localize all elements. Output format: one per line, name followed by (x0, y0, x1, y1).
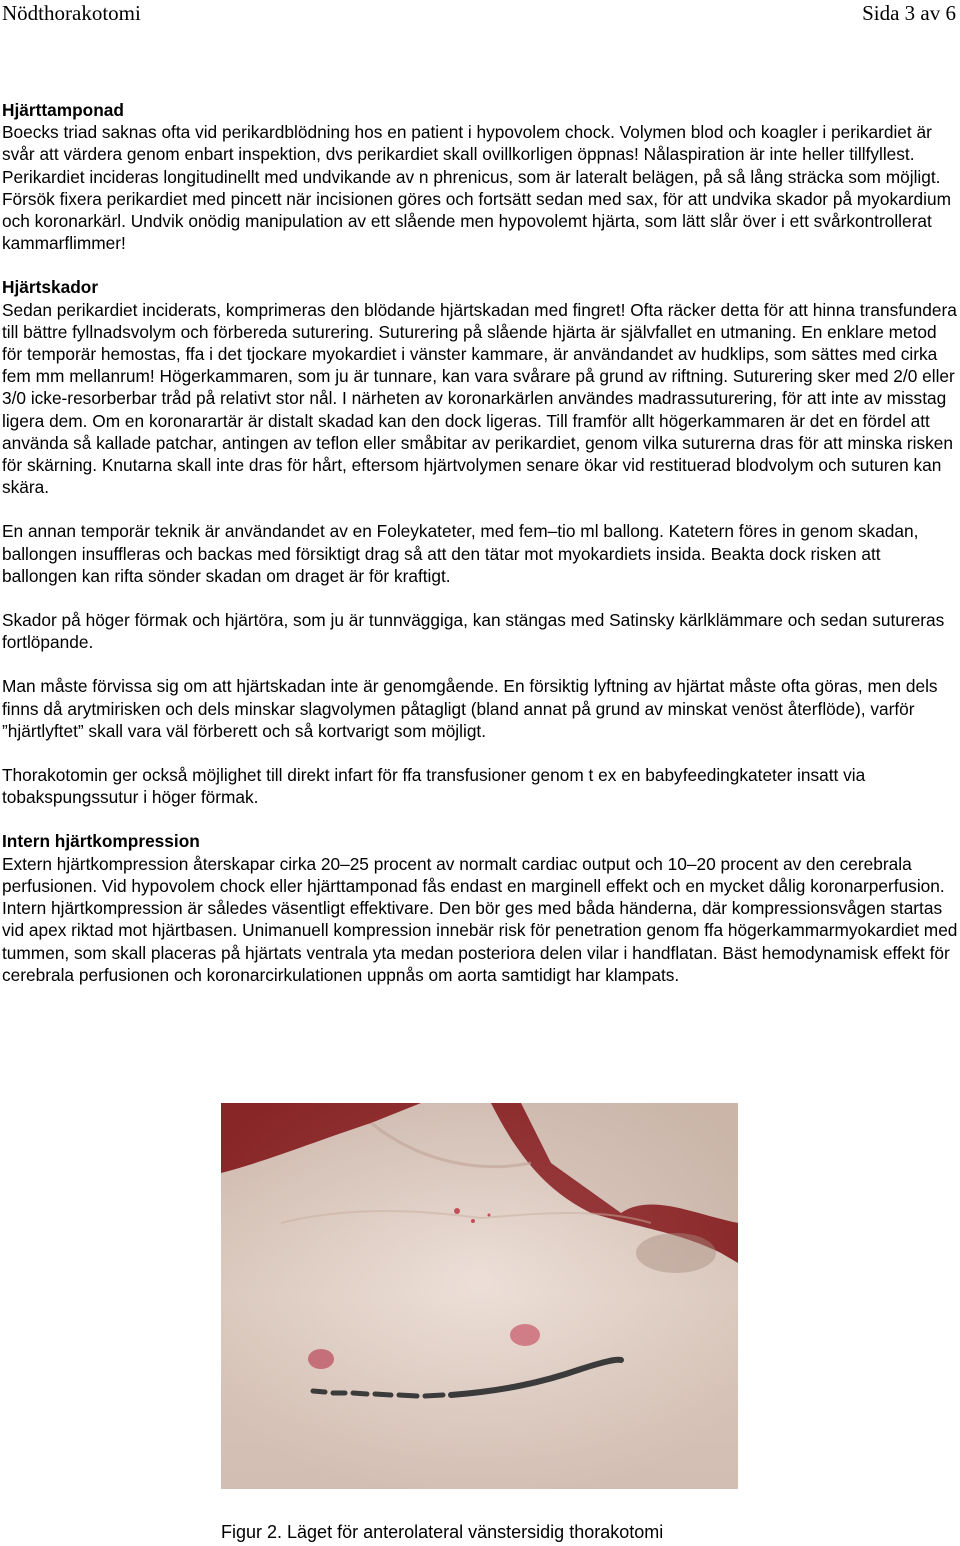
document-title: Nödthorakotomi (2, 1, 141, 25)
paragraph: Thorakotomin ger också möjlighet till direkt infart för ffa transfusioner genom t ex en babyfeedingkateter insatt via tobakspungssutur i höger förmak. (2, 765, 866, 808)
section-heading: Intern hjärtkompression (2, 831, 200, 852)
armpit (636, 1233, 716, 1273)
section-hjartskador (2, 276, 960, 808)
paragraph: En annan temporär teknik är användandet av en Foleykateter, med fem–tio ml ballong. Katetern föres in genom skadan, ballongen insuffleras och backas med försiktigt drag så att den tätar mot myokardiets insida. Beakta dock risken att ballongen kan rifta sönder skadan om draget är för kraftigt. (2, 521, 919, 586)
document-body (2, 99, 960, 986)
page-number: Sida 3 av 6 (862, 1, 956, 25)
figure-chest-photo (221, 1103, 738, 1489)
section-intern-hjartkompression (2, 830, 960, 985)
section-hjarttamponad (2, 99, 960, 254)
figure-caption: Figur 2. Läget för anterolateral vänstersidig thorakotomi (221, 1522, 664, 1542)
paragraph: Boecks triad saknas ofta vid perikardblödning hos en patient i hypovolem chock. Volymen blod och koagler i perikardiet är svår att värdera genom enbart inspektion, dvs perikardiet skall ovillkorligen öppnas! Nålaspiration är inte heller tillfyllest. Perikardiet incideras longitudinellt med undvikande av n phrenicus, som är lateralt belägen, på så lång sträcka som möjligt. Försök fixera perikardiet med pincett när incisionen göres och fortsätt sedan med sax, för att undvika skador på myokardium och koronarkärl. Undvik onödig manipulation av ett slående men hypovolemt hjärta, som lätt slår över i ett svårkontrollerat kammarflimmer! (2, 122, 952, 254)
nipple-left (510, 1324, 540, 1346)
paragraph: Extern hjärtkompression återskapar cirka 20–25 procent av normalt cardiac output och 10–20 procent av den cerebrala perfusionen. Vid hypovolem chock eller hjärttamponad fås endast en marginell effekt och en mycket dålig koronarperfusion. Intern hjärtkompression är således väsentligt effektivare. Den bör ges med båda händerna, där kompressionsvågen startas vid apex riktad mot hjärtbasen. Unimanuell kompression innebär risk för penetration genom ffa högerkammarmyokardiet med tummen, som skall placeras på hjärtats ventrala yta medan posteriora delen vilar i handflatan. Bäst hemodynamisk effekt för cerebrala perfusionen och koronarcirkulationen uppnås om aorta samtidigt har klampats. (2, 853, 958, 985)
section-heading: Hjärtskador (2, 277, 99, 298)
paragraph: Man måste förvissa sig om att hjärtskadan inte är genomgående. En försiktig lyftning av hjärtat måste ofta göras, men dels finns då arytmirisken och dels minskar slagvolymen påtagligt (bland annat på grund av minskat venöst återflöde), varför ”hjärtlyftet” skall vara väl förberett och så kortvarigt som möjligt. (2, 676, 938, 741)
paragraph: Skador på höger förmak och hjärtöra, som ju är tunnväggiga, kan stängas med Satinsky kärlklämmare och sedan sutureras fortlöpande. (2, 610, 945, 653)
paragraph: Sedan perikardiet inciderats, komprimeras den blödande hjärtskadan med fingret! Ofta räcker detta för att hinna transfundera till bättre fyllnadsvolym och förbereda suturering. Suturering på slående hjärta är självfallet en utmaning. En enklare metod för temporär hemostas, ffa i det tjockare myokardiet i vänster kammare, är användandet av hudklips, som sättes med cirka fem mm mellanrum! Högerkammaren, som ju är tunnare, kan vara svårare på grund av riftning. Suturering sker med 2/0 eller 3/0 icke-resorberbar tråd på relativt stor nål. I närheten av koronarkärlen användes madrassuturering, för att inte av misstag ligera dem. Om en koronarartär är distalt skadad kan den dock ligeras. Till framför allt högerkammaren är det en fördel att använda så kallade patchar, antingen av teflon eller småbitar av perikardiet, genom vilka suturerna dras för att minska risken för skärning. Knutarna skall inte dras för hårt, eftersom hjärtvolymen senare ökar vid restituerad blodvolym och suturen kan skära. (2, 299, 957, 498)
nipple-right (308, 1349, 334, 1369)
section-heading: Hjärttamponad (2, 100, 124, 120)
